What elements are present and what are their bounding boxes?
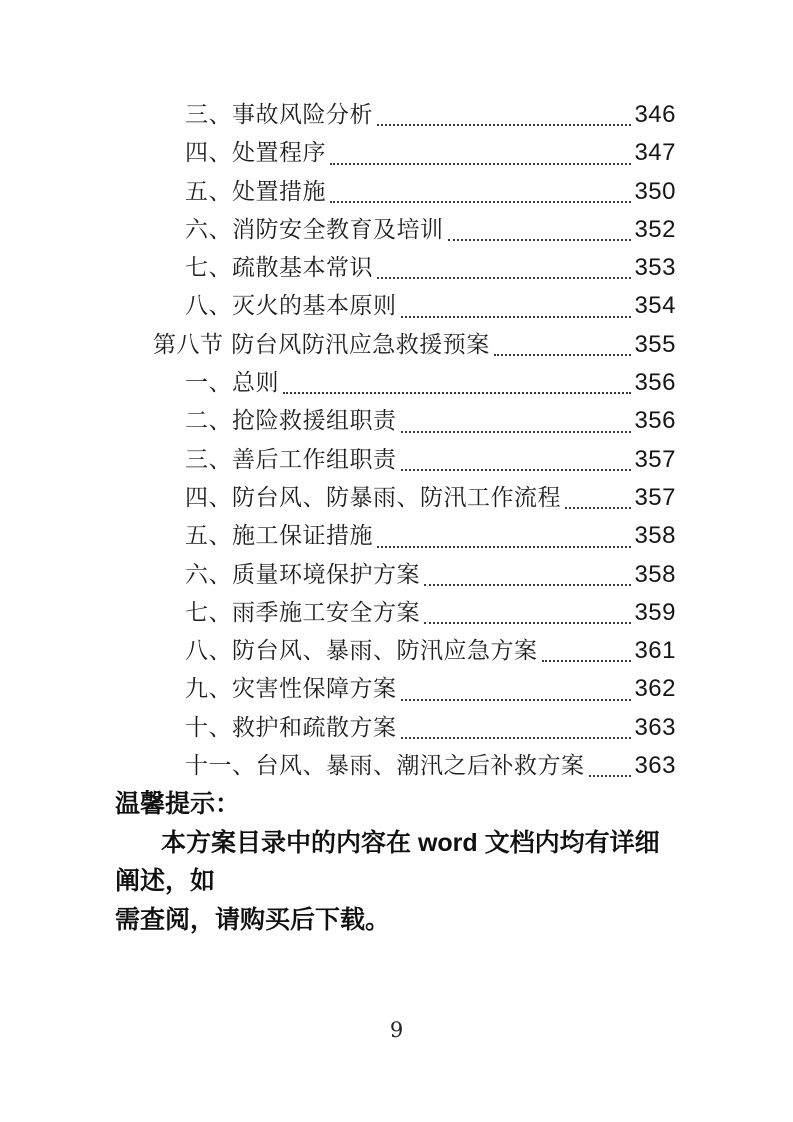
toc-entry bbox=[115, 441, 676, 479]
toc-entry bbox=[115, 747, 676, 785]
dot-leader bbox=[401, 431, 632, 433]
toc-entry-page-number: 356 bbox=[634, 369, 676, 397]
toc-entry-label: 十一、台风、暴雨、潮汛之后补救方案 bbox=[185, 753, 585, 780]
notice-title: 温馨提示： bbox=[115, 790, 241, 819]
dot-leader bbox=[377, 546, 631, 548]
dot-leader bbox=[330, 201, 631, 203]
toc-entry bbox=[115, 249, 676, 287]
toc-entry-page-number: 357 bbox=[634, 483, 676, 511]
toc-entry-label: 二、抢险救援组职责 bbox=[185, 408, 397, 435]
toc-entry-label: 四、防台风、防暴雨、防汛工作流程 bbox=[185, 484, 561, 511]
toc-entry-page-number: 362 bbox=[634, 675, 676, 703]
toc-entry-label: 五、处置措施 bbox=[185, 178, 326, 205]
toc-entry-page-number: 352 bbox=[634, 215, 676, 243]
toc-entry-page-number: 357 bbox=[634, 445, 676, 473]
toc-entry bbox=[115, 670, 676, 708]
notice-body-line: 本方案目录中的内容在 word 文档内均有详细阐述，如 bbox=[115, 828, 660, 896]
dot-leader bbox=[424, 584, 631, 586]
toc-entry-page-number: 353 bbox=[634, 254, 676, 282]
toc-entry-label: 三、善后工作组职责 bbox=[185, 446, 397, 473]
toc-entry-label: 八、灭火的基本原则 bbox=[185, 293, 397, 320]
dot-leader bbox=[542, 660, 632, 662]
toc-entry-label: 九、灾害性保障方案 bbox=[185, 676, 397, 703]
dot-leader bbox=[401, 469, 632, 471]
toc-entry-page-number: 355 bbox=[634, 330, 676, 358]
toc-entry-page-number: 361 bbox=[634, 637, 676, 665]
toc-entry-label: 七、疏散基本常识 bbox=[185, 255, 373, 282]
dot-leader bbox=[377, 277, 631, 279]
toc-entry bbox=[115, 211, 676, 249]
toc-entry bbox=[115, 96, 676, 134]
dot-leader bbox=[589, 775, 632, 777]
toc-entry-list bbox=[115, 96, 676, 785]
toc-entry bbox=[115, 134, 676, 172]
dot-leader bbox=[401, 699, 632, 701]
dot-leader bbox=[283, 392, 631, 394]
toc-entry bbox=[115, 632, 676, 670]
dot-leader bbox=[330, 163, 631, 165]
dot-leader bbox=[565, 507, 631, 509]
toc-entry-label: 三、事故风险分析 bbox=[185, 102, 373, 128]
toc-entry-label: 六、质量环境保护方案 bbox=[185, 561, 420, 588]
toc-entry-label: 五、施工保证措施 bbox=[185, 523, 373, 550]
dot-leader bbox=[401, 316, 632, 318]
toc-entry bbox=[115, 364, 676, 402]
notice bbox=[115, 785, 676, 939]
dot-leader bbox=[377, 124, 631, 126]
toc-entry bbox=[115, 173, 676, 211]
notice-body-line: 需查阅，请购买后下载。 bbox=[115, 905, 391, 934]
toc-entry bbox=[115, 709, 676, 747]
toc-entry-page-number: 363 bbox=[634, 752, 676, 780]
dot-leader bbox=[424, 622, 631, 624]
toc-entry-page-number: 358 bbox=[634, 522, 676, 550]
toc-entry-page-number: 354 bbox=[634, 292, 676, 320]
toc-entry-label: 八、防台风、暴雨、防汛应急方案 bbox=[185, 638, 538, 665]
toc-entry-label: 七、雨季施工安全方案 bbox=[185, 599, 420, 626]
toc-entry bbox=[115, 556, 676, 594]
toc-entry-label: 四、处置程序 bbox=[185, 140, 326, 167]
dot-leader bbox=[494, 354, 632, 356]
toc-entry bbox=[115, 326, 676, 364]
toc-entry bbox=[115, 517, 676, 555]
page-number: 9 bbox=[389, 1018, 404, 1042]
page-footer bbox=[0, 1018, 793, 1042]
toc-entry-page-number: 359 bbox=[634, 598, 676, 626]
toc-entry-page-number: 356 bbox=[634, 407, 676, 435]
toc-entry bbox=[115, 479, 676, 517]
toc bbox=[115, 96, 676, 939]
toc-entry-label: 一、总则 bbox=[185, 370, 279, 397]
dot-leader bbox=[448, 239, 632, 241]
dot-leader bbox=[401, 737, 632, 739]
toc-entry-page-number: 358 bbox=[634, 560, 676, 588]
toc-entry bbox=[115, 402, 676, 440]
toc-entry-page-number: 350 bbox=[634, 177, 676, 205]
toc-entry-page-number: 363 bbox=[634, 713, 676, 741]
toc-entry-label: 第八节 防台风防汛应急救援预案 bbox=[153, 331, 490, 358]
toc-entry bbox=[115, 594, 676, 632]
toc-entry-label: 六、消防安全教育及培训 bbox=[185, 216, 444, 243]
toc-entry-page-number: 347 bbox=[634, 139, 676, 167]
toc-entry bbox=[115, 287, 676, 325]
toc-entry-page-number: 346 bbox=[634, 101, 676, 128]
toc-entry-label: 十、救护和疏散方案 bbox=[185, 714, 397, 741]
